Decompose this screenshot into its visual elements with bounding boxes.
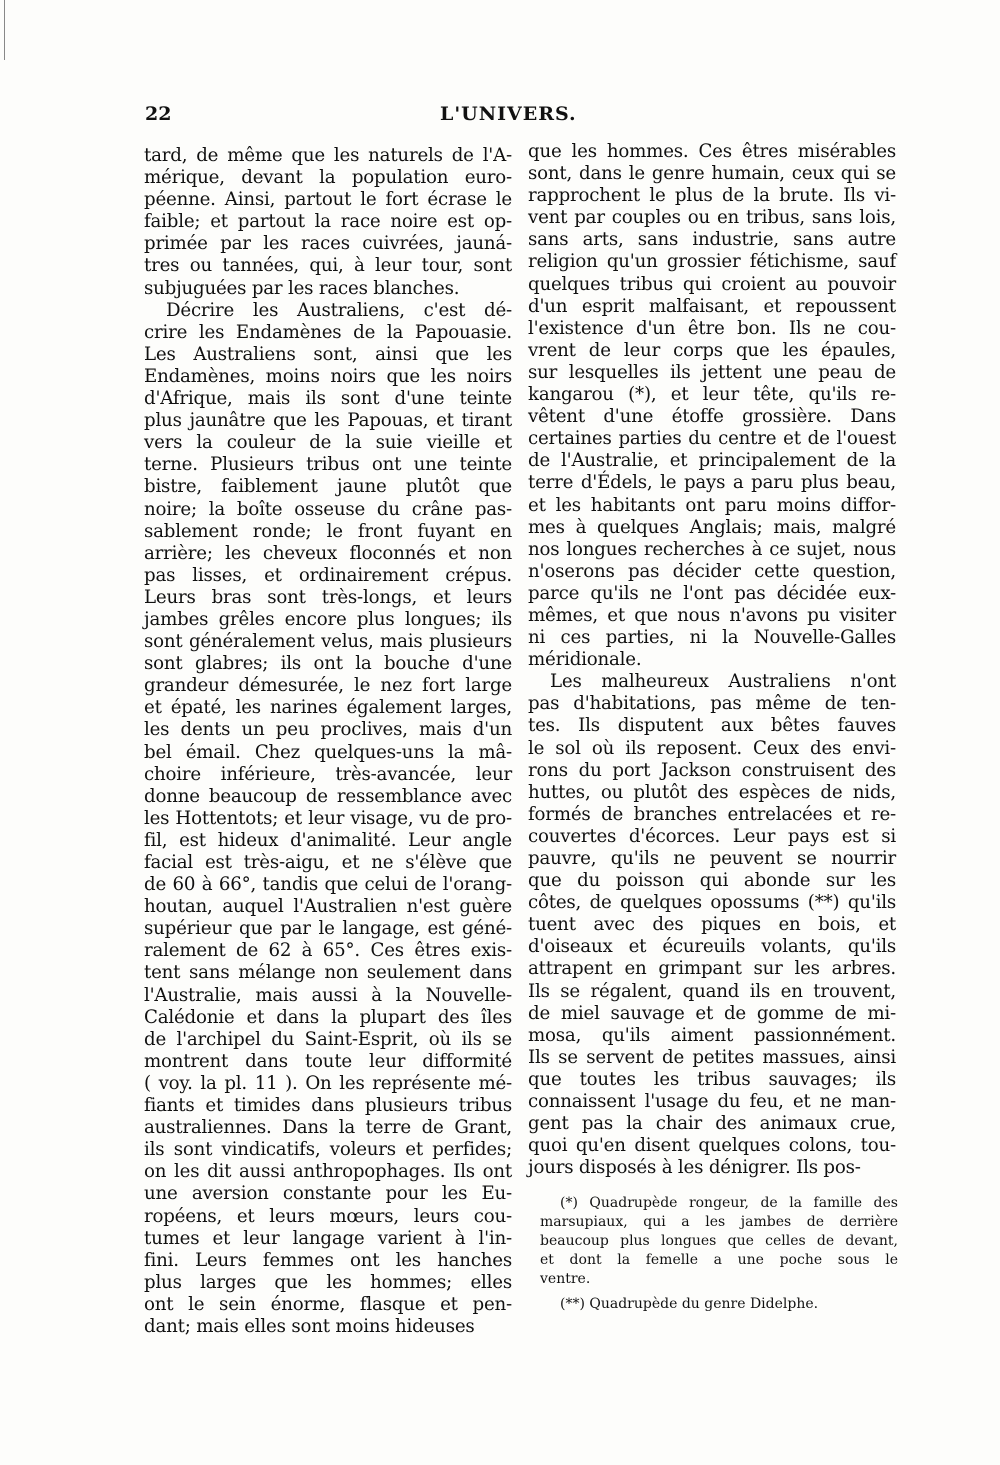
text-line: ropéens, et leurs mœurs, leurs cou- [144,1205,512,1227]
text-line: l'Australie, mais aussi à la Nouvelle- [144,984,512,1006]
text-line: que toutes les tribus sauvages; ils [528,1068,896,1090]
text-line: les dents un peu proclives, mais d'un [144,719,512,741]
text-line: ils sont vindicatifs, voleurs et perfides; [144,1139,512,1161]
text-line: subjuguées par les races blanches. [144,277,460,299]
footnote-line: ventre. [540,1271,591,1287]
text-line: plus larges que les hommes; elles [144,1271,512,1293]
text-line: parce qu'ils ne l'ont pas décidée eux- [528,582,896,604]
footnotes [540,1194,898,1314]
text-line: jambes grêles encore plus longues; ils [144,608,512,630]
text-line: couvertes d'écorces. Leur pays est si [528,825,896,847]
text-line: fil, est hideux d'animalité. Leur angle [144,829,512,851]
text-line: mérique, devant la population euro- [144,167,512,189]
text-line: fini. Leurs femmes ont les hanches [144,1249,512,1271]
footnote-line: (**) Quadrupède du genre Didelphe. [560,1296,819,1312]
text-line: d'oiseaux et écureuils volants, qu'ils [528,936,896,958]
text-line: sablement ronde; le front fuyant en [144,520,512,542]
text-line: vêtent d'une étoffe grossière. Dans [528,406,896,428]
text-line: Endamènes, moins noirs que les noirs [144,365,512,387]
text-line: dant; mais elles sont moins hideuses [144,1315,475,1337]
text-line: pauvre, qu'ils ne peuvent se nourrir [528,848,896,869]
text-line: n'oserons pas décider cette question, [528,560,896,582]
text-line: crire les Endamènes de la Papouasie. [144,321,512,343]
text-line: choire inférieure, très-avancée, leur [144,763,512,785]
text-line: côtes, de quelques opossums (**) qu'ils [528,892,896,914]
text-line: l'existence d'un être bon. Ils ne cou- [528,317,896,339]
text-line: vent par couples ou en tribus, sans lois, [528,207,896,229]
text-line: et les habitants ont paru moins diffor- [528,494,896,516]
footnote-line: (*) Quadrupède rongeur, de la famille des [560,1195,898,1211]
text-line: vers la couleur de la suie vieille et [144,432,512,454]
text-line: montrent dans toute leur difformité [144,1050,512,1072]
footnote-line: et dont la femelle a une poche sous le [540,1252,898,1268]
text-line: huttes, ou plutôt des espèces de nids, [528,781,896,803]
text-line: sur lesquelles ils jettent une peau de [528,361,896,383]
text-line: connaissent l'usage du feu, et ne man- [528,1091,896,1113]
text-line: Calédonie et dans la plupart des îles [144,1006,512,1028]
text-line: donne beaucoup de ressemblance avec [144,785,512,807]
text-line: houtan, auquel l'Australien n'est guère [144,896,512,918]
text-line: grandeur démesurée, le nez fort large [144,675,512,697]
text-line: jours disposés à les dénigrer. Ils pos- [528,1157,861,1179]
text-line: pas d'habitations, pas même de ten- [528,693,896,715]
text-line: gent pas la chair des animaux crue, [528,1113,896,1135]
text-line: formés de branches entrelacées et re- [528,803,896,825]
text-line: que les hommes. Ces êtres misérables [528,141,896,162]
text-line: rapprochent le plus de la brute. Ils vi- [528,185,896,207]
text-line: Décrire les Australiens, c'est dé- [166,299,512,321]
text-line: attrapent en grimpant sur les arbres. [528,958,896,980]
text-line: pas lisses, et ordinairement crépus. [144,564,512,586]
text-line: de l'archipel du Saint-Esprit, où ils se [144,1028,512,1050]
text-line: quelques tribus qui croient au pouvoir [528,273,896,295]
text-line: ni ces parties, ni la Nouvelle-Galles [528,627,896,649]
text-line: et épaté, les narines également larges, [144,697,512,719]
text-line: fiants et timides dans plusieurs tribus [144,1095,512,1117]
text-line: tumes et leur langage varient à l'in- [144,1227,512,1249]
text-line: tres ou tannées, qui, à leur tour, sont [144,255,512,277]
text-line: arrière; les cheveux floconnés et non [144,542,512,564]
text-line: terne. Plusieurs tribus ont une teinte [144,454,512,476]
text-line: certaines parties du centre et de l'ouest [528,428,896,450]
text-line: quoi qu'en disent quelques colons, tou- [528,1135,896,1157]
text-line: australiennes. Dans la terre de Grant, [144,1117,512,1139]
text-line: le sol où ils reposent. Ceux des envi- [528,737,896,759]
footnote-line: marsupiaux, qui a les jambes de derrière [540,1214,898,1230]
text-line: sans arts, sans industrie, sans autre [528,229,896,251]
text-line: sont glabres; ils ont la bouche d'une [144,653,512,675]
text-line: Les malheureux Australiens n'ont [550,671,896,693]
text-line: on les dit aussi anthropophages. Ils ont [144,1161,512,1183]
text-line: tent sans mélange non seulement dans [144,962,512,984]
text-line: de 60 à 66°, tandis que celui de l'orang- [144,874,512,896]
right-column [528,141,896,1179]
text-line: religion qu'un grossier fétichisme, sauf [528,251,896,273]
text-line: sont, dans le genre humain, ceux qui se [528,163,896,185]
text-line: d'Afrique, mais ils sont d'une teinte [144,388,512,410]
text-line: rons du port Jackson construisent des [528,759,896,781]
left-column [144,145,512,1338]
text-line: de miel sauvage et de gomme de mi- [528,1002,896,1024]
page-edge [4,0,5,60]
text-line: terre d'Édels, le pays a paru plus beau, [528,472,896,494]
text-line: bistre, faiblement jaune plutôt que [144,476,512,498]
text-line: les Hottentots; et leur visage, vu de pro- [144,807,512,829]
text-line: sont généralement velus, mais plusieurs [144,631,512,653]
text-line: Les Australiens sont, ainsi que les [144,343,512,365]
running-title: L'UNIVERS. [440,103,577,125]
text-line: ralement de 62 à 65°. Ces êtres exis- [144,940,512,962]
text-line: d'un esprit malfaisant, et repoussent [528,295,896,317]
text-line: tuent avec des piques en bois, et [528,914,896,936]
text-line: méridionale. [528,649,642,671]
text-line: tard, de même que les naturels de l'A- [144,145,512,166]
text-line: tes. Ils disputent aux bêtes fauves [528,715,896,737]
text-line: Ils se servent de petites massues, ainsi [528,1046,896,1068]
text-line: mosa, qu'ils aiment passionnément. [528,1024,896,1046]
text-line: bel émail. Chez quelques-uns la mâ- [144,741,512,763]
text-line: une aversion constante pour les Eu- [144,1183,512,1205]
text-line: nos longues recherches à ce sujet, nous [528,538,896,560]
text-line: de l'Australie, et principalement de la [528,450,896,472]
text-line: ont le sein énorme, flasque et pen- [144,1293,512,1315]
page-number: 22 [145,103,172,125]
text-line: faible; et partout la race noire est op- [144,211,512,233]
text-line: péenne. Ainsi, partout le fort écrase le [144,189,512,211]
footnote-line: beaucoup plus longues que celles de devant, [540,1233,898,1249]
text-line: mes à quelques Anglais; mais, malgré [528,516,896,538]
text-line: facial est très-aigu, et ne s'élève que [144,852,512,873]
text-line: plus jaunâtre que les Papouas, et tirant [144,410,512,432]
text-line: ( voy. la pl. 11 ). On les représente mé- [144,1072,512,1094]
text-line: vrent de leur corps que les épaules, [528,339,896,361]
text-line: kangarou (*), et leur tête, qu'ils re- [528,384,896,406]
text-line: que du poisson qui abonde sur les [528,870,896,892]
text-line: mêmes, et que nous n'avons pu visiter [528,604,896,626]
text-line: Leurs bras sont très-longs, et leurs [144,586,512,608]
text-line: Ils se régalent, quand ils en trouvent, [528,980,896,1002]
text-line: supérieur que par le langage, est géné- [144,918,512,940]
text-line: primée par les races cuivrées, jauná- [144,233,512,255]
text-line: noire; la boîte osseuse du crâne pas- [144,498,512,520]
